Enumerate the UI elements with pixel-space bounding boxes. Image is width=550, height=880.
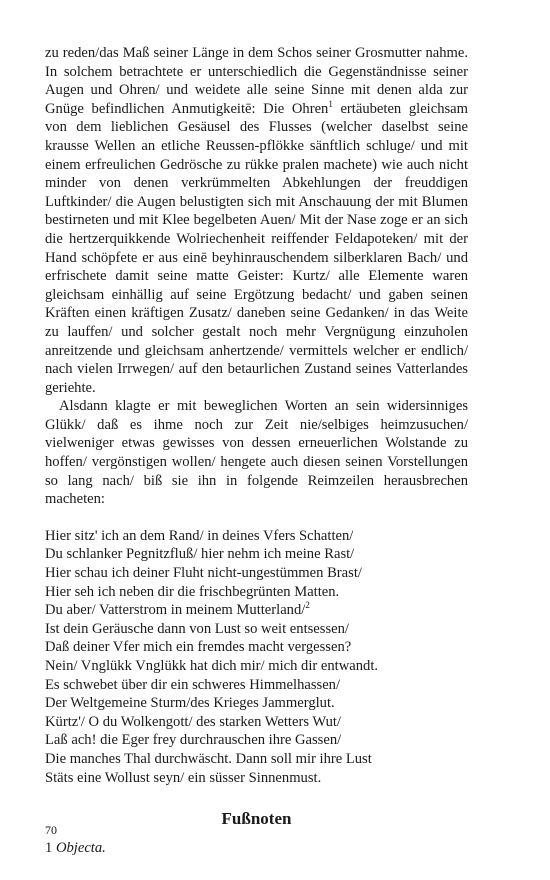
poem [45, 527, 468, 787]
poem-line [45, 694, 468, 713]
poem-line-text: Hier sitz' ich an dem Rand/ in deines Vfers Schatten/ [45, 527, 354, 544]
footnote-ref-2[interactable]: 2 [305, 600, 310, 611]
poem-line [45, 638, 468, 657]
footnotes-heading: Fußnoten [221, 809, 292, 829]
footnote-ref-1[interactable]: 1 [328, 98, 333, 109]
footnote-number: 1 [45, 840, 53, 857]
footnote-item [45, 839, 468, 858]
paragraph-1-part-b: ertäubeten gleichsam von dem lieblichen Gesäusel des Flusses (welcher daselbst seine krausse Wellen an etliche Reussen-pflökke sänftlich schluge/ und mit einem erfreulichen Gedrösche zu rükke pralen machete) wie auch nicht minder von denen verkrümmelten Abkehlungen der freuddigen Luftkinder/ die Augen belustigten sich mit Anschauung der mit Blumen bestirneten und mit Klee begelbeten Auen/ Mit der Nase zoge er an sich die hertzerquikkende Wolriechenheit reiffender Feldapoteken/ mit der Hand schöpfete er aus einē beyhinrauschendem silberklaren Bach/ und erfrischete damit seine matte Geister: Kurtz/ alle Elemente waren gleichsam einhällig auf seine Ergötzung bedacht/ und gaben seinen Kräften einen kräftigen Zusatz/ daneben seine Gedanken/ in das Weite zu lauffen/ und solcher gestalt noch mehr Vergnügung einzuholen anreitzende und gleichsam anhertzende/ vermittels welcher er endlich/ nach vielen Irrwegen/ auf den betaurlichen Zustand seines Vatterlandes geriehte. [45, 100, 469, 396]
footnote-text: Objecta. [55, 840, 106, 857]
paragraph-1 [45, 44, 468, 397]
poem-line [45, 583, 468, 602]
poem-line [45, 527, 468, 546]
poem-line [45, 750, 468, 769]
poem-line-text: Daß deiner Vfer mich ein fremdes macht vergessen? [45, 639, 352, 656]
poem-line [45, 601, 468, 620]
poem-line-text: Laß ach! die Eger frey durchrauschen ihre Gassen/ [45, 732, 342, 749]
poem-line [45, 676, 468, 695]
poem-line [45, 731, 468, 750]
poem-line [45, 713, 468, 732]
poem-line-text: Stäts eine Wollust seyn/ ein süsser Sinnenmust. [45, 769, 322, 786]
poem-line-text: Hier schau ich deiner Fluht nicht-ungestümmen Brast/ [45, 565, 362, 582]
poem-line [45, 620, 468, 639]
paragraph-1-part-a: zu reden/das Maß seiner Länge in dem Schos seiner Grosmutter nahme. In solchem betrachtete er unterschiedlich die Gegenständnisse seiner Augen und Ohren/ und weidete alle seine Sinne mit denen alda zur Gnüge befindlichen Anmutigkeitē: Die Ohren [45, 45, 468, 117]
paragraph-2: Alsdann klagte er mit beweglichen Worten an sein widersinniges Glükk/ daß es ihme noch zur Zeit nie/selbiges heimzusuchen/ vielweniger etwas gewisses von dessen erneuerlichen Wolstande zu hoffen/ vergönstigen wollen/ hengete auch diesen seinen Vorstellungen so lang nach/ biß sie ihn in folgende Reimzeilen herausbrechen macheten: [45, 398, 468, 508]
poem-line [45, 769, 468, 788]
book-page [45, 44, 468, 858]
poem-line-text: Kürtz'/ O du Wolkengott/ des starken Wetters Wut/ [45, 713, 341, 730]
poem-line-text: Nein/ Vnglükk Vnglükk hat dich mir/ mich dir entwandt. [45, 658, 379, 674]
poem-line-text: Hier seh ich neben dir die frischbegrünten Matten. [45, 583, 340, 600]
poem-line-text: Du schlanker Pegnitzfluß/ hier nehm ich meine Rast/ [45, 546, 355, 563]
prose-text [45, 44, 468, 509]
poem-line-text: Die manches Thal durchwäscht. Dann soll mir ihre Lust [45, 750, 372, 767]
poem-line [45, 545, 468, 564]
poem-line-text: Du aber/ Vatterstrom in meinem Mutterland/ [45, 602, 306, 619]
poem-line [45, 657, 468, 676]
poem-line-text: Der Weltgemeine Sturm/des Krieges Jammerglut. [45, 695, 335, 712]
poem-line-text: Es schwebet über dir ein schweres Himmelhassen/ [45, 676, 341, 693]
poem-line [45, 564, 468, 583]
page-number: 70 [45, 823, 57, 837]
poem-line-text: Ist dein Geräusche dann von Lust so weit entsessen/ [45, 620, 349, 637]
